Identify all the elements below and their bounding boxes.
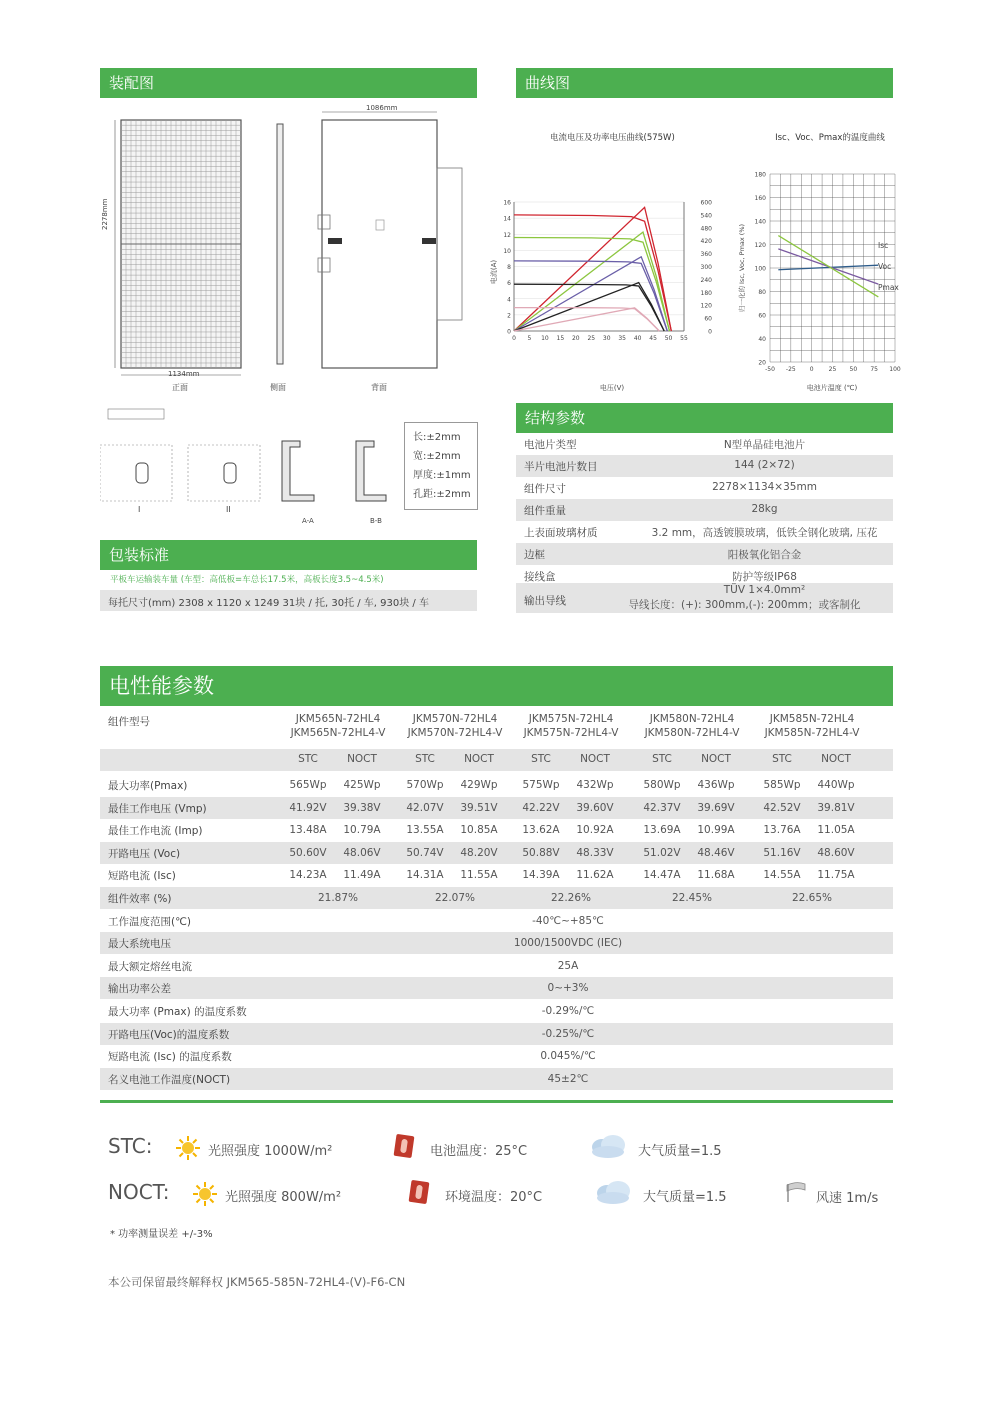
electrical-cell: 440Wp: [817, 779, 855, 791]
stc-air-mass: 大气质量=1.5: [638, 1144, 722, 1159]
y-tick-left: 16: [503, 199, 511, 207]
electrical-cell: 13.48A: [289, 824, 327, 837]
electrical-cell: 11.68A: [697, 869, 735, 882]
model-name-v: JKM565N-72HL4-V: [290, 727, 386, 739]
electrical-cell: 436Wp: [697, 779, 735, 791]
electrical-cell: 13.76A: [763, 824, 801, 837]
y-tick-right: 300: [700, 264, 712, 271]
stc-col-header: STC: [415, 753, 435, 765]
electrical-cell: 585Wp: [763, 779, 801, 791]
stc-col-header: STC: [652, 753, 672, 765]
noct-air-mass: 大气质量=1.5: [643, 1190, 727, 1205]
efficiency-label: 组件效率 (%): [108, 893, 172, 905]
assembly-drawing: [100, 100, 480, 400]
electrical-cell: 42.52V: [763, 801, 801, 814]
structure-label: 边框: [524, 549, 545, 561]
model-name: JKM575N-72HL4: [528, 713, 614, 725]
electrical-cell: 14.23A: [289, 869, 327, 882]
footer: 本公司保留最终解释权 JKM565-585N-72HL4-(V)-F6-CN: [108, 1275, 406, 1289]
x-tick: 40: [633, 335, 642, 342]
efficiency-cell: 22.65%: [791, 892, 833, 904]
common-row: [100, 910, 893, 932]
y-tick-right: 60: [704, 315, 712, 323]
electrical-cell: 50.60V: [289, 846, 327, 859]
electrical-cell: 14.39A: [522, 869, 560, 882]
x-tick: 45: [649, 335, 657, 342]
model-row: [100, 706, 893, 748]
y-axis-label: 电流(A): [490, 259, 498, 285]
series-label-pmax: Pmax: [878, 283, 899, 292]
y-tick: 60: [758, 312, 766, 320]
y-tick-left: 0: [507, 328, 511, 336]
electrical-cell: 570Wp: [406, 779, 444, 791]
tolerance-length: 长:±2mm: [413, 432, 461, 443]
label-side: 侧面: [270, 383, 286, 392]
tolerance-hole: 孔距:±2mm: [413, 489, 471, 500]
electrical-row: [100, 819, 893, 841]
common-row: [100, 1023, 893, 1045]
common-row: [100, 977, 893, 999]
x-tick: 75: [870, 366, 878, 373]
y-tick-left: 14: [503, 215, 511, 223]
common-value: -40℃~+85℃: [532, 914, 604, 927]
structure-row: [516, 499, 893, 521]
sun-icon: [192, 1181, 218, 1207]
y-tick-right: 360: [700, 251, 712, 259]
electrical-cell: 48.20V: [460, 846, 498, 859]
assembly-header: 装配图: [100, 68, 477, 98]
dim-height: 2278mm: [101, 198, 109, 230]
packaging-note: 平板车运输装车量 (车型：高低板=车总长17.5米，高板长度3.5~4.5米): [110, 575, 384, 585]
tolerance-box: [404, 422, 478, 510]
model-name-v: JKM580N-72HL4-V: [644, 727, 740, 739]
common-label: 最大功率 (Pmax) 的温度系数: [108, 1006, 247, 1018]
electrical-cell: 10.85A: [460, 824, 498, 837]
x-tick: 30: [602, 335, 611, 342]
common-value: 45±2℃: [547, 1072, 589, 1085]
stc-col-header: STC: [531, 753, 551, 765]
dim-width: 1086mm: [366, 104, 398, 112]
electrical-cell: 51.16V: [763, 846, 801, 859]
stc-label: STC:: [108, 1134, 153, 1158]
x-tick: 25: [587, 335, 596, 342]
structure-row: [516, 565, 893, 583]
y-tick-left: 6: [507, 280, 511, 288]
structure-label: 半片电池片数目: [524, 461, 598, 473]
y-tick-right: 240: [700, 276, 712, 284]
electrical-cell: 13.55A: [406, 824, 444, 837]
cloud-icon: [593, 1179, 633, 1205]
common-value: 0.045%/℃: [540, 1050, 596, 1063]
electrical-cell: 575Wp: [522, 779, 560, 791]
structure-label: 组件重量: [524, 505, 566, 517]
y-tick-right: 180: [700, 289, 712, 297]
structure-row: [516, 433, 893, 455]
common-row: [100, 1068, 893, 1090]
efficiency-cell: 21.87%: [317, 892, 359, 904]
cloud-icon: [588, 1133, 628, 1159]
y-tick: 180: [754, 171, 766, 179]
x-tick: 0: [512, 335, 516, 342]
electrical-row-label: 最大功率(Pmax): [108, 780, 188, 792]
detail-1-label: I: [138, 505, 141, 514]
common-label: 短路电流 (Isc) 的温度系数: [108, 1051, 232, 1064]
model-label: 组件型号: [108, 716, 150, 728]
efficiency-cell: 22.07%: [434, 892, 476, 904]
series-label-voc: Voc: [878, 262, 892, 271]
model-name-v: JKM585N-72HL4-V: [764, 727, 860, 739]
structure-value: 2278×1134×35mm: [712, 481, 817, 493]
iv-pv-chart: [488, 122, 728, 402]
structure-row: [516, 521, 893, 543]
y-tick-right: 420: [700, 238, 712, 246]
structure-value-2: 导线长度：(+): 300mm,(-): 200mm；或客制化: [628, 599, 861, 611]
structure-value: TÜV 1×4.0mm²: [723, 584, 806, 596]
x-tick: 15: [556, 335, 565, 342]
y-tick-left: 8: [507, 264, 511, 271]
electrical-row-label: 最佳工作电压 (Vmp): [108, 802, 207, 815]
table-bottom-rule: [100, 1100, 893, 1103]
electrical-cell: 48.60V: [817, 846, 855, 859]
electrical-cell: 41.92V: [289, 801, 327, 814]
structure-label: 接线盒: [524, 571, 556, 583]
electrical-cell: 425Wp: [343, 779, 381, 791]
structure-label: 组件尺寸: [524, 483, 566, 495]
structure-value: 144 (2×72): [734, 459, 795, 471]
electrical-row: [100, 797, 893, 819]
electrical-cell: 11.05A: [817, 824, 855, 837]
structure-value: 3.2 mm，高透镀膜玻璃，低铁全钢化玻璃, 压花: [651, 527, 878, 539]
y-tick-left: 12: [503, 231, 511, 239]
x-tick: 10: [541, 335, 549, 342]
electrical-cell: 51.02V: [643, 846, 681, 859]
series-label-isc: Isc: [878, 241, 889, 250]
electrical-cell: 11.49A: [343, 869, 381, 882]
common-value: 0~+3%: [547, 982, 589, 995]
chart-title: Isc、Voc、Pmax的温度曲线: [775, 133, 885, 143]
noct-col-header: NOCT: [464, 753, 494, 765]
measurement-note: * 功率测量误差 +/-3%: [110, 1229, 213, 1240]
efficiency-cell: 22.45%: [671, 892, 713, 904]
structure-label: 电池片类型: [524, 439, 577, 451]
electrical-cell: 50.74V: [406, 846, 444, 859]
common-label: 最大系统电压: [108, 938, 171, 951]
y-tick: 40: [758, 336, 766, 343]
sun-icon: [175, 1135, 201, 1161]
structure-row: [516, 583, 893, 613]
temperature-chart: [730, 122, 920, 402]
common-row: [100, 1045, 893, 1067]
model-name-v: JKM575N-72HL4-V: [523, 727, 619, 739]
noct-col-header: NOCT: [580, 753, 610, 765]
common-value: -0.25%/℃: [541, 1027, 595, 1040]
x-tick: 25: [828, 366, 837, 373]
chart-title: 电流电压及功率电压曲线(575W): [550, 133, 675, 143]
y-tick-left: 2: [507, 312, 511, 320]
structure-label: 输出导线: [524, 595, 566, 607]
structure-row: [516, 477, 893, 499]
model-name-v: JKM570N-72HL4-V: [407, 727, 503, 739]
y-tick-right: 120: [700, 302, 712, 310]
stc-irradiance: 光照强度 1000W/m²: [208, 1144, 333, 1159]
condition-row: [100, 749, 893, 771]
common-row: [100, 932, 893, 954]
electrical-cell: 14.55A: [763, 869, 801, 882]
electrical-cell: 565Wp: [289, 779, 327, 791]
structure-row: [516, 455, 893, 477]
stc-temp: 电池温度：25°C: [430, 1144, 528, 1159]
electrical-cell: 14.31A: [406, 869, 444, 882]
detail-drawings: [100, 405, 400, 530]
structure-value: 阳极氧化铝合金: [727, 549, 802, 561]
x-tick: -50: [765, 366, 775, 373]
electrical-row-label: 开路电压 (Voc): [108, 847, 181, 860]
structure-header: 结构参数: [516, 403, 893, 433]
y-tick-right: 600: [700, 199, 712, 207]
stc-col-header: STC: [772, 753, 792, 765]
electrical-row-label: 最佳工作电流 (Imp): [108, 825, 203, 838]
electrical-cell: 13.62A: [522, 824, 560, 837]
detail-2-label: II: [226, 505, 231, 514]
noct-col-header: NOCT: [347, 753, 377, 765]
y-axis-label: 归一化的 Isc, Voc, Pmax (%): [738, 223, 746, 313]
structure-row: [516, 543, 893, 565]
electrical-cell: 10.99A: [697, 824, 735, 837]
common-value: 1000/1500VDC (IEC): [513, 937, 623, 950]
electrical-cell: 13.69A: [643, 824, 681, 837]
y-tick: 160: [754, 195, 766, 202]
common-label: 工作温度范围(℃): [108, 915, 191, 928]
electrical-header: 电性能参数: [100, 666, 893, 706]
electrical-cell: 48.06V: [343, 846, 381, 859]
electrical-cell: 39.69V: [697, 801, 735, 814]
x-tick: 50: [849, 366, 858, 373]
common-row: [100, 955, 893, 977]
electrical-cell: 11.62A: [576, 869, 614, 882]
y-tick: 100: [754, 265, 766, 273]
stc-col-header: STC: [298, 753, 318, 765]
noct-temp: 环境温度：20°C: [445, 1190, 543, 1205]
electrical-cell: 11.75A: [817, 869, 855, 882]
common-label: 名义电池工作温度(NOCT): [108, 1073, 231, 1086]
noct-irradiance: 光照强度 800W/m²: [225, 1190, 342, 1205]
model-name: JKM580N-72HL4: [649, 713, 735, 725]
noct-col-header: NOCT: [701, 753, 731, 765]
section-bb-label: B-B: [370, 517, 382, 525]
tolerance-width: 宽:±2mm: [413, 451, 461, 462]
x-tick: 55: [680, 335, 688, 342]
noct-col-header: NOCT: [821, 753, 851, 765]
model-name: JKM585N-72HL4: [769, 713, 855, 725]
electrical-row-label: 短路电流 (Isc): [108, 870, 176, 883]
dim-bottom: 1134mm: [168, 370, 200, 378]
electrical-cell: 50.88V: [522, 846, 560, 859]
x-tick: 100: [889, 366, 901, 373]
common-label: 最大额定熔丝电流: [108, 960, 192, 973]
common-value: 25A: [557, 959, 579, 972]
electrical-row: [100, 842, 893, 864]
efficiency-cell: 22.26%: [550, 892, 592, 904]
common-row: [100, 1000, 893, 1022]
common-value: -0.29%/℃: [541, 1005, 595, 1017]
electrical-cell: 432Wp: [576, 779, 614, 791]
common-label: 开路电压(Voc)的温度系数: [108, 1028, 230, 1041]
electrical-cell: 48.46V: [697, 846, 735, 859]
tolerance-thickness: 厚度:±1mm: [413, 470, 471, 481]
x-tick: 5: [527, 335, 532, 342]
electrical-row: [100, 774, 893, 796]
electrical-cell: 580Wp: [643, 779, 681, 791]
electrical-cell: 10.79A: [343, 824, 381, 837]
packaging-header: 包装标准: [100, 540, 477, 570]
curves-header: 曲线图: [516, 68, 893, 98]
y-tick-right: 0: [708, 328, 712, 336]
electrical-table: [100, 706, 893, 1101]
y-tick: 80: [758, 289, 766, 296]
electrical-cell: 11.55A: [460, 869, 498, 882]
y-tick-left: 10: [503, 247, 511, 255]
electrical-cell: 42.07V: [406, 801, 444, 814]
x-tick: 0: [809, 366, 814, 373]
electrical-cell: 14.47A: [643, 869, 681, 882]
x-tick: -25: [785, 366, 796, 373]
model-name: JKM570N-72HL4: [412, 713, 498, 725]
noct-label: NOCT:: [108, 1180, 170, 1204]
label-front: 正面: [172, 383, 188, 392]
common-label: 输出功率公差: [108, 983, 171, 996]
structure-table: [516, 433, 893, 613]
structure-value: N型单晶硅电池片: [723, 439, 806, 451]
electrical-cell: 10.92A: [576, 824, 614, 837]
model-name: JKM565N-72HL4: [295, 713, 381, 725]
electrical-cell: 48.33V: [576, 846, 614, 859]
electrical-cell: 39.60V: [576, 801, 614, 814]
thermometer-icon: [393, 1134, 415, 1158]
electrical-cell: 39.51V: [460, 801, 498, 814]
electrical-cell: 429Wp: [460, 779, 498, 791]
y-tick-right: 540: [700, 212, 712, 220]
electrical-cell: 42.37V: [643, 801, 681, 814]
x-tick: 50: [664, 335, 673, 342]
electrical-cell: 39.81V: [817, 801, 855, 814]
thermometer-icon: [408, 1180, 430, 1204]
section-aa-label: A-A: [302, 517, 314, 525]
wind-icon: [784, 1179, 808, 1203]
electrical-cell: 42.22V: [522, 801, 560, 814]
packaging-pallet: 每托尺寸(mm) 2308 x 1120 x 1249 31块 / 托, 30托 / 车, 930块 / 车: [108, 598, 429, 609]
x-axis-label: 电压(V): [599, 384, 625, 392]
y-tick: 120: [754, 242, 766, 249]
y-tick: 20: [758, 359, 766, 367]
y-tick-right: 480: [700, 225, 712, 233]
y-tick-left: 4: [507, 296, 511, 304]
structure-value: 防护等级IP68: [732, 571, 797, 583]
structure-label: 上表面玻璃材质: [524, 527, 598, 539]
x-axis-label: 电池片温度 (℃): [806, 384, 858, 392]
x-tick: 20: [571, 335, 580, 342]
y-tick: 140: [754, 218, 766, 226]
structure-value: 28kg: [751, 503, 778, 515]
label-back: 背面: [371, 383, 387, 392]
efficiency-row: [100, 887, 893, 909]
electrical-cell: 39.38V: [343, 801, 381, 814]
noct-wind: 风速 1m/s: [816, 1191, 879, 1206]
electrical-row: [100, 864, 893, 886]
x-tick: 35: [618, 335, 627, 342]
